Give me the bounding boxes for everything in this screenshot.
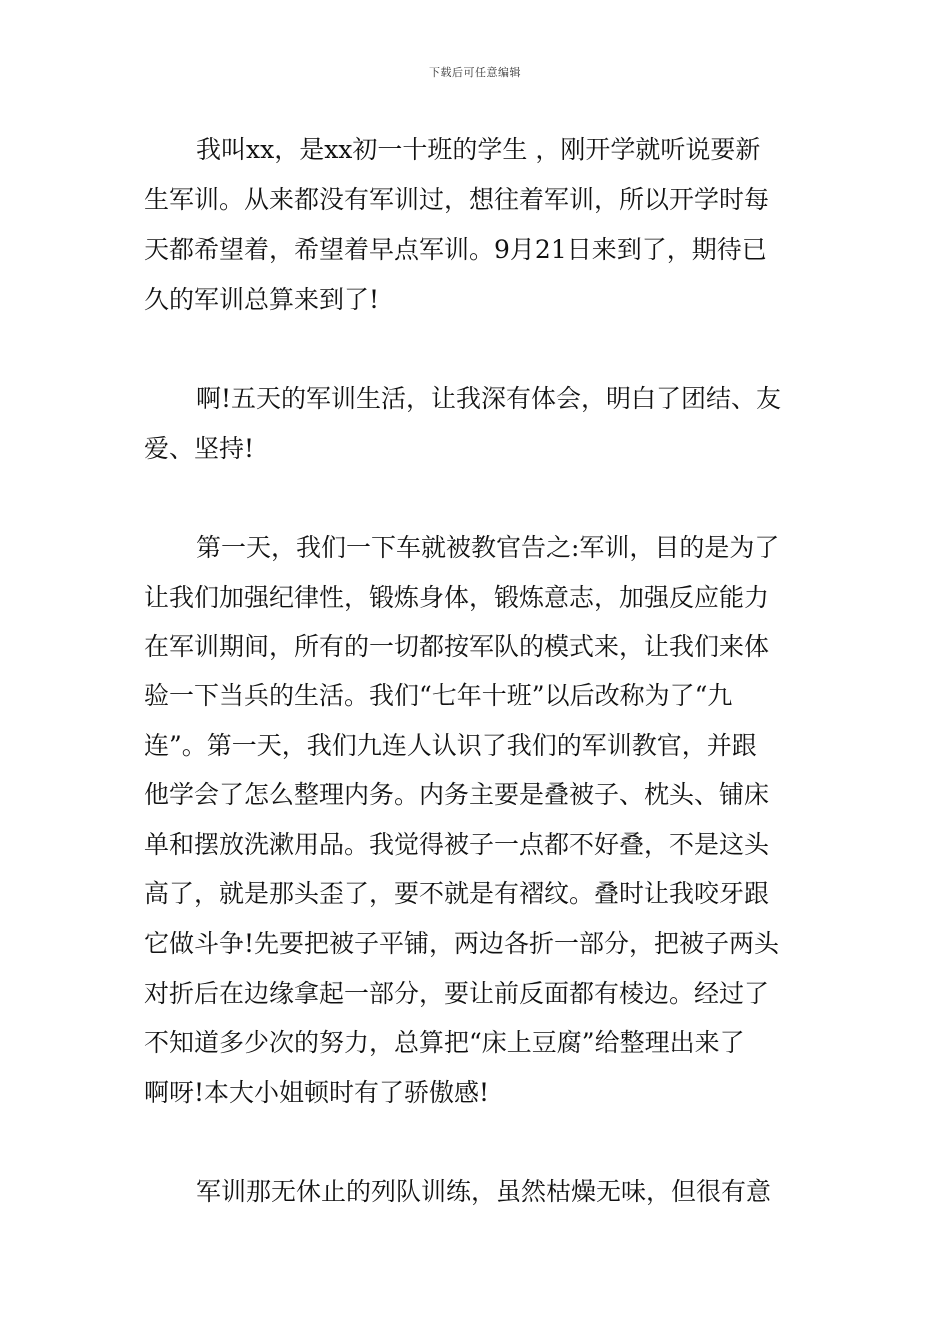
paragraph-3-line-10: 对折后在边缘拿起一部分，要让前反面都有棱边。经过了 [144, 979, 770, 1008]
paragraph-1-line-4: 久的军训总算来到了! [144, 285, 380, 314]
paragraph-3-line-2: 让我们加强纪律性，锻炼身体，锻炼意志，加强反应能力 [144, 583, 770, 612]
paragraph-3-line-1: 第一天，我们一下车就被教官告之:军训，目的是为了 [196, 533, 780, 562]
paragraph-3-line-9: 它做斗争!先要把被子平铺，两边各折一部分，把被子两头 [144, 929, 780, 958]
paragraph-3-line-6: 他学会了怎么整理内务。内务主要是叠被子、枕头、铺床 [144, 780, 770, 809]
paragraph-3-line-11: 不知道多少次的努力，总算把“床上豆腐”给整理出来了 [144, 1028, 745, 1057]
paragraph-4-line-1: 军训那无休止的列队训练，虽然枯燥无味，但很有意 [196, 1177, 772, 1206]
paragraph-1-line-2: 生军训。从来都没有军训过，想往着军训，所以开学时每 [144, 185, 770, 214]
paragraph-3-line-5: 连”。第一天，我们九连人认识了我们的军训教官，并跟 [144, 731, 757, 760]
paragraph-1-line-3: 天都希望着，希望着早点军训。9月21日来到了，期待已 [144, 235, 767, 264]
paragraph-3-line-8: 高了，就是那头歪了，要不就是有褶纹。叠时让我咬牙跟 [144, 879, 770, 908]
paragraph-3-line-4: 验一下当兵的生活。我们“七年十班”以后改称为了“九 [144, 681, 733, 710]
paragraph-3-line-3: 在军训期间，所有的一切都按军队的模式来，让我们来体 [144, 632, 770, 661]
paragraph-1-line-1: 我叫xx，是xx初一十班的学生 ，刚开学就听说要新 [196, 135, 761, 164]
paragraph-2-line-2: 爱、坚持! [144, 434, 255, 463]
paragraph-2-line-1: 啊!五天的军训生活，让我深有体会，明白了团结、友 [196, 384, 782, 413]
paragraph-3-line-12: 啊呀!本大小姐顿时有了骄傲感! [144, 1078, 490, 1107]
page-header: 下载后可任意编辑 [429, 66, 521, 79]
paragraph-3-line-7: 单和摆放洗漱用品。我觉得被子一点都不好叠，不是这头 [144, 830, 770, 859]
